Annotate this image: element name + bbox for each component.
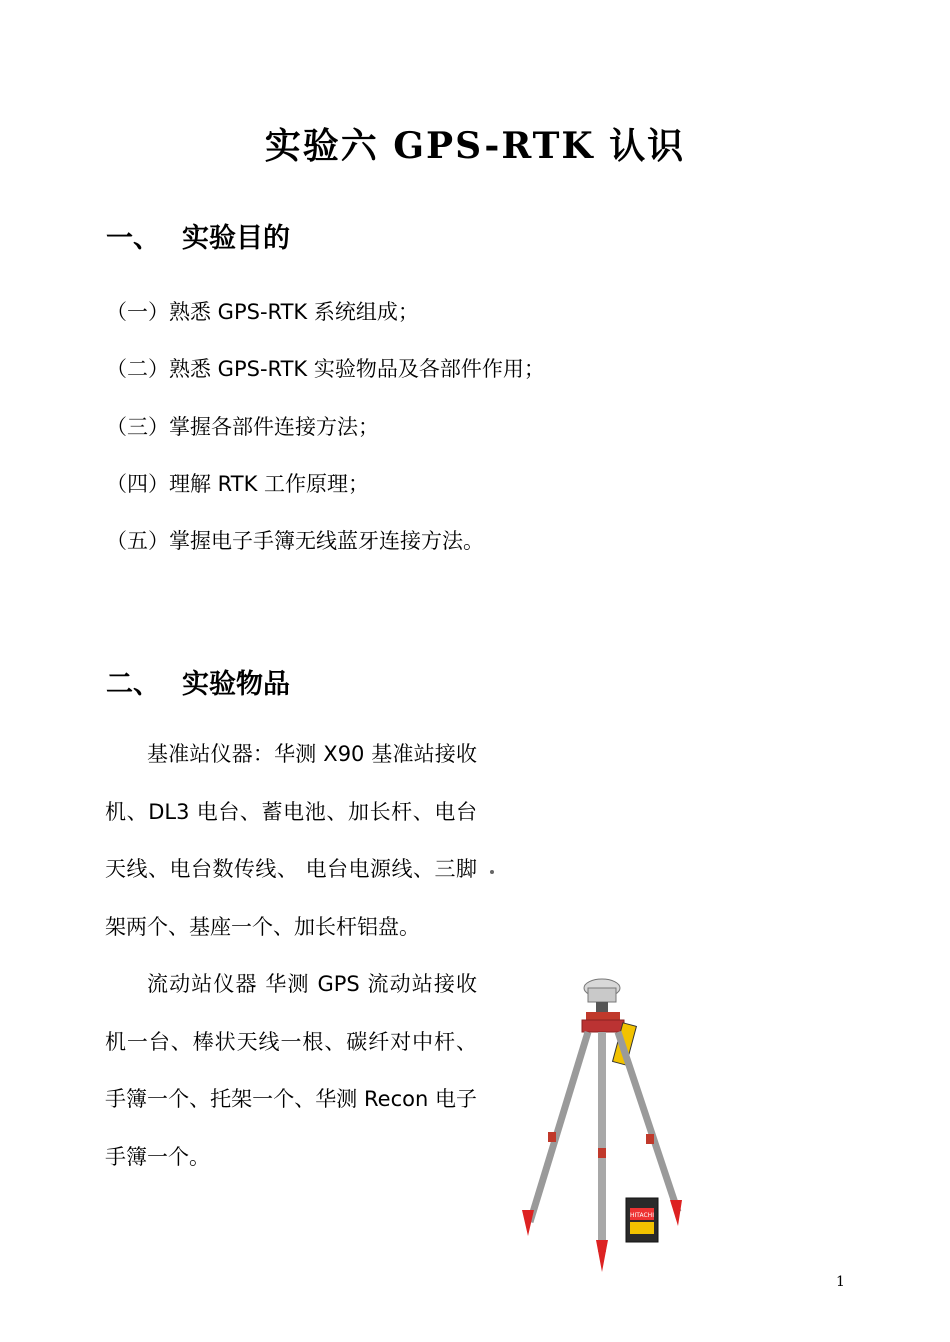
- section-title: 实验物品: [182, 669, 290, 700]
- section-number: 二、: [106, 669, 160, 700]
- section-heading-objectives: [106, 216, 290, 255]
- objective-item: （五）掌握电子手簿无线蓝牙连接方法。: [106, 529, 484, 553]
- gps-tripod-image: [510, 972, 710, 1282]
- objective-item: （四）理解 RTK 工作原理；: [106, 472, 370, 496]
- objective-item: （三）掌握各部件连接方法；: [106, 415, 379, 439]
- page-title: 实验六 GPS-RTK 认识: [264, 125, 686, 167]
- page-number: 1: [836, 1274, 845, 1290]
- stray-mark: [490, 870, 494, 874]
- battery-label: HITACHI: [630, 1212, 654, 1219]
- objective-item: （二）熟悉 GPS-RTK 实验物品及各部件作用；: [106, 357, 545, 381]
- rover-station-paragraph: 流动站仪器 华测 GPS 流动站接收机一台、棒状天线一根、碳纤对中杆、手簿一个、托架一个、华测 Recon 电子手簿一个。: [105, 972, 477, 1169]
- section-title: 实验目的: [182, 223, 290, 254]
- section-heading-materials: [106, 662, 290, 701]
- objective-item: （一）熟悉 GPS-RTK 系统组成；: [106, 300, 419, 324]
- base-station-paragraph: 基准站仪器：华测 X90 基准站接收机、DL3 电台、蓄电池、加长杆、电台天线、电台数传线、 电台电源线、三脚架两个、基座一个、加长杆铝盘。: [105, 742, 477, 939]
- section-number: 一、: [106, 223, 160, 254]
